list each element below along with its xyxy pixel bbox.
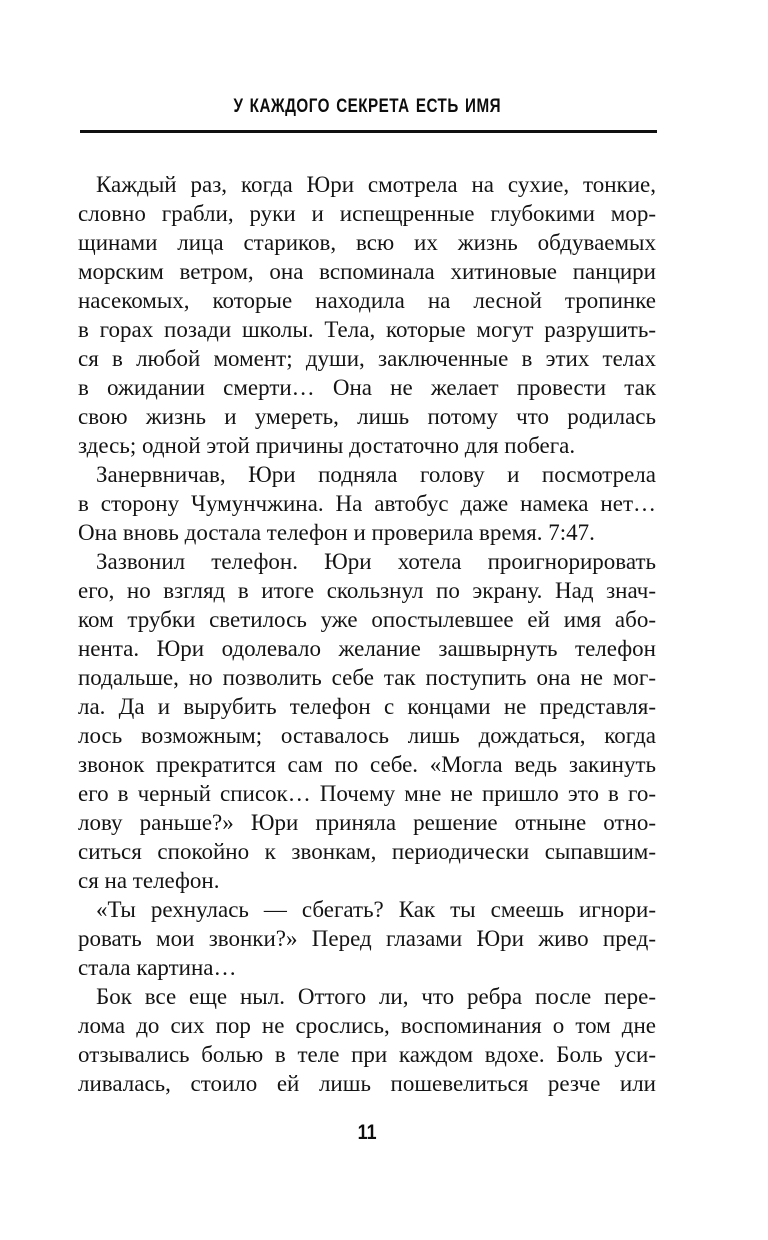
running-header	[78, 96, 656, 118]
page-body-text	[78, 170, 656, 1098]
text-line: его, но взгляд в итоге скользнул по экрану. Над знач-	[78, 578, 656, 603]
text-line: его в черный список… Почему мне не пришло это в го-	[78, 781, 656, 806]
text-line: подальше, но позволить себе так поступить она не мог-	[78, 665, 656, 690]
text-line: в горах позади школы. Тела, которые могут разрушить-	[78, 317, 656, 342]
text-line: ровать мои звонки?» Перед глазами Юри живо пред-	[78, 926, 656, 951]
text-line: в сторону Чумунчжина. На автобус даже намека нет…	[78, 491, 656, 516]
text-line: «Ты рехнулась — сбегать? Как ты смеешь игнори-	[96, 897, 656, 922]
text-line: стала картина…	[78, 955, 237, 980]
text-line: звонок прекратится сам по себе. «Могла ведь закинуть	[78, 752, 656, 777]
text-line: ла. Да и вырубить телефон с концами не представля-	[78, 694, 656, 719]
text-line: лось возможным; оставалось лишь дождаться, когда	[78, 723, 656, 748]
text-line: словно грабли, руки и испещренные глубокими мор-	[78, 201, 656, 226]
page-number	[78, 1121, 656, 1145]
text-line: лома до сих пор не срослись, воспоминания о том дне	[78, 1013, 656, 1038]
header-rule-divider	[80, 130, 657, 133]
text-line: отзывались болью в теле при каждом вдохе. Боль уси-	[78, 1042, 656, 1067]
text-line: Она вновь достала телефон и проверила время. 7:47.	[78, 520, 595, 545]
text-line: Каждый раз, когда Юри смотрела на сухие, тонкие,	[96, 172, 656, 197]
text-line: ком трубки светилось уже опостылевшее ей имя або-	[78, 607, 656, 632]
text-line: Бок все еще ныл. Оттого ли, что ребра после пере-	[96, 984, 656, 1009]
text-line: свою жизнь и умереть, лишь потому что родилась	[78, 404, 656, 429]
text-line: ся в любой момент; души, заключенные в этих телах	[78, 346, 656, 371]
text-line: ливалась, стоило ей лишь пошевелиться резче или	[78, 1071, 656, 1096]
text-line: Зазвонил телефон. Юри хотела проигнорировать	[96, 549, 656, 574]
text-line: морским ветром, она вспоминала хитиновые панцири	[78, 259, 656, 284]
text-line: насекомых, которые находила на лесной тропинке	[78, 288, 656, 313]
running-header-title: У КАЖДОГО СЕКРЕТА ЕСТЬ ИМЯ	[233, 96, 501, 117]
page-number-value: 11	[357, 1121, 377, 1144]
text-line: Занервничав, Юри подняла голову и посмотрела	[96, 462, 656, 487]
text-line: нента. Юри одолевало желание зашвырнуть телефон	[78, 636, 656, 661]
text-line: в ожидании смерти… Она не желает провести так	[78, 375, 656, 400]
text-line: здесь; одной этой причины достаточно для побега.	[78, 433, 576, 458]
text-line: ситься спокойно к звонкам, периодически сыпавшим-	[78, 839, 656, 864]
text-line: щинами лица стариков, всю их жизнь обдуваемых	[78, 230, 656, 255]
text-line: ся на телефон.	[78, 868, 220, 893]
text-line: лову раньше?» Юри приняла решение отныне отно-	[78, 810, 656, 835]
